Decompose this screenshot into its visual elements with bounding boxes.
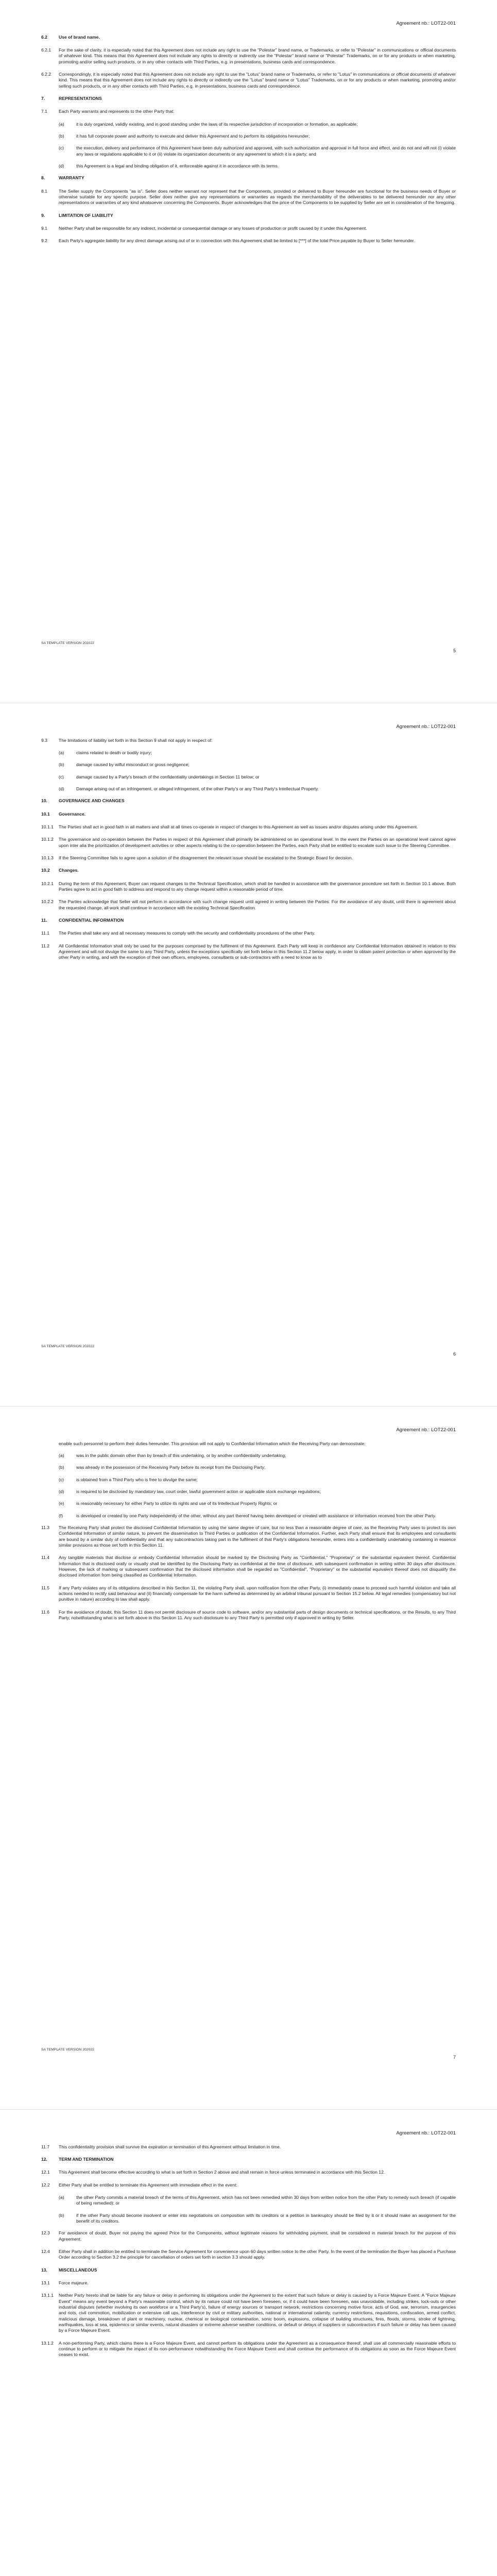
clause-text: The Receiving Party shall protect the disclosed Confidential Information by using the same degree of care, but no less than a reasonable degree of care, as the Receiving Party uses to protect its own Confidential Information of similar nature, to prevent the dissemination to Third Parties or publication of the Confidential Information. Further, each Party shall ensure that its employees and consultants are bound by a similar duty of confidentiality and that any subcontractors taking part in the fulfilment of that Party's obligations hereunder, enters into a confidentiality undertaking containing in essence similar provisions as those set forth in this Section 11.	[59, 1524, 456, 1548]
clause-number: 6.2.1	[41, 47, 52, 53]
clause-number: 12.2	[41, 2182, 50, 2188]
clause	[41, 2293, 456, 2333]
clause-text: The Seller supply the Components "as is". Seller does neither warrant nor represent that the Components, provided or delivered to Buyer hereunder are functional for the business needs of Buyer or otherwise suitable for any specific purpose. Seller does neither give any representations or warranties as regards the merchantability of the deliverables to be delivered hereunder nor any other representations or warranties of any kind whatsoever concerning the Components. Buyer acknowledges that the price of the Components to be supplied by Seller are set in consideration of the foregoing.	[59, 188, 456, 206]
page-number: 7	[453, 2055, 456, 2060]
sub-clause-text: is developed or created by one Party independently of the other, without any part thereof having been developed or created with assistance or information received from the other Party.	[76, 1513, 436, 1518]
clause	[41, 2249, 456, 2261]
sub-clause-label: (c)	[59, 1477, 64, 1482]
document-page	[0, 1406, 497, 2110]
clause	[41, 1525, 456, 1548]
clause-number: 9.2	[41, 238, 47, 244]
clause-text: Any tangible materials that disclose or embody Confidential Information should be marked by the Disclosing Party as "Confidential," "Proprietary" or the substantial equivalent thereof. Confidential Information that is disclosed orally or visually shall be identified by the Disclosing Party as confidential at the time of disclosure, with subsequent confirmation in writing within 30 days after disclosure. However, the lack of marking or subsequent confirmation that the disclosed information shall be regarded as "Confidential", "Proprietary" or the substantial equivalent thereof does not disqualify the disclosed information from being classified as Confidential Information.	[59, 1555, 456, 1578]
sub-clause-text: claims related to death or bodily injury;	[76, 750, 152, 755]
template-version: SA TEMPLATE VERSION 202022	[41, 641, 94, 645]
agreement-number: Agreement nb.: LOT22-001	[396, 21, 456, 26]
section-heading	[41, 868, 456, 873]
clause-number: 12.4	[41, 2248, 50, 2254]
clause	[41, 238, 456, 244]
clause-text: The governance and co-operation between the Parties in respect of this Agreement shall primarily be administered on an operational level. In the event the Parties on an operational level cannot agree upon inter alia the prioritization of development activities or other aspects relating to the co-operation between the Parties, each Party shall be entitled to escalate such issue to the Steering Committee.	[59, 837, 456, 848]
sub-clause-label: (b)	[59, 2212, 64, 2218]
clause-number: 10.1.2	[41, 837, 54, 842]
sub-clause	[59, 1489, 456, 1495]
clause	[41, 2341, 456, 2358]
sub-clause-text: was in the public domain other than by breach of this undertaking, or by another confidentiality undertaking;	[76, 1452, 286, 1458]
clause-number: 6.2.2	[41, 71, 52, 77]
clause-text: This Agreement shall become effective according to what is set forth in Section 2 above and shall remain in force unless terminated in accordance with this Section 12.	[59, 2170, 385, 2175]
sub-clause-text: is required to be disclosed by mandatory law, court order, lawful government action or applicable stock exchange regulations;	[76, 1488, 321, 1494]
clause	[41, 930, 456, 936]
section-number: 6.2	[41, 34, 47, 40]
clause-text: Force majeure.	[59, 2280, 89, 2285]
clause-number: 13.1.2	[41, 2340, 54, 2346]
clause-number: 10.2.2	[41, 899, 54, 905]
agreement-number: Agreement nb.: LOT22-001	[396, 724, 456, 730]
clause-text: If any Party violates any of its obligations described in this Section 11, the violating Party shall, upon notification from the other Party, (i) immediately cease to proceed such harmful violation and take all actions needed to rectify said behaviour and (ii) financially compensate for the harm suffered as determined by an arbitral tribunal pursuant to Section 15.2 below. All legal remedies (compensatory but not punitive in nature) according to law shall apply.	[59, 1585, 456, 1602]
clause-number: 12.1	[41, 2170, 50, 2175]
sub-clause-label: (d)	[59, 786, 64, 791]
clause-text: Neither Party hereto shall be liable for any failure or delay in performing its obligations under the Agreement to the extent that such failure or delay is caused by a Force Majeure Event. A "Force Majeure Event" means any event beyond a Party's reasonable control, which by its nature could not have been foreseen, or, if it could have been foreseen, was unavoidable, including strikes, lock-outs or other industrial disputes (whether involving its own workforce or a Third Party's), failure of energy sources or transport network, restrictions concerning motive force, acts of God, war, terrorism, insurgencies and riots, civil commotion, mobilization or extensive call ups, interference by civil or military authorities, national or international calamity, currency restrictions, requisitions, confiscation, armed conflict, malicious damage, breakdown of plant or machinery, nuclear, chemical or biological contamination, sonic boom, explosions, collapse of building structures, fires, floods, storms, stroke of lightning, earthquakes, loss at sea, epidemics or similar events, natural disasters or extreme adverse weather conditions, or default or delays of suppliers or subcontractors if such failure or delay has been caused by a Force Majeure Event.	[59, 2293, 456, 2333]
clause	[41, 738, 456, 743]
sub-clause	[59, 750, 456, 756]
sub-clause-text: this Agreement is a legal and binding obligation of it, enforceable against it in accordance with its terms.	[76, 163, 279, 168]
clause-text: The Parties shall act in good faith in all matters and shall at all times co-operate in respect of changes to this Agreement as well as issues and/or disputes arising under this Agreement.	[59, 824, 418, 829]
agreement-number: Agreement nb.: LOT22-001	[396, 1427, 456, 1433]
clause-number: 12.3	[41, 2230, 50, 2236]
section-heading	[41, 918, 456, 923]
clause	[41, 2144, 456, 2150]
document-page	[0, 0, 497, 703]
section-number: 10.	[41, 798, 47, 804]
clause-text: For avoidance of doubt, Buyer not paying the agreed Price for the Components, without legitimate reasons for withholding payment, shall be considered in material breach for the purpose of this Agreement.	[59, 2230, 456, 2242]
clause-number: 11.6	[41, 1609, 50, 1615]
section-heading	[41, 35, 456, 40]
sub-clause-label: (a)	[59, 750, 64, 755]
sub-clause	[59, 163, 456, 169]
clause-text: The limitations of liability set forth in this Section 9 shall not apply in respect of:	[59, 737, 213, 743]
sub-clause-label: (d)	[59, 163, 64, 168]
sub-clause-text: damage caused by wilful misconduct or gross negligence;	[76, 762, 190, 768]
clause-number: 13.1	[41, 2280, 50, 2285]
section-number: 10.1	[41, 811, 50, 817]
sub-clause-text: it has full corporate power and authority to execute and deliver this Agreement and to perform its obligations hereunder;	[76, 133, 310, 139]
section-number: 8.	[41, 175, 45, 181]
clause-text: For the avoidance of doubt, this Section 11 does not permit disclosure of source code to software, and/or any substantial parts of design documents or technical specifications, or the Results, to any Third Party, notwithstanding what is set forth above in this Section 11. Any such disclosure to any Third Party is permitted only if approved in writing by Seller.	[59, 1609, 456, 1621]
clause-text: Neither Party shall be responsible for any indirect, incidental or consequential damage or any losses of production or profit caused by it under this Agreement.	[59, 226, 367, 231]
continued-paragraph: enable such personnel to perform their duties hereunder. This provision will not apply to Confidential Information which the Receiving Party can demonstrate:	[59, 1440, 366, 1446]
sub-clause-label: (b)	[59, 762, 64, 768]
sub-clause	[59, 1465, 456, 1470]
clause-number: 11.5	[41, 1585, 50, 1590]
clause	[41, 881, 456, 893]
sub-clause-label: (c)	[59, 774, 64, 779]
clause-text: Either Party shall in addition be entitled to terminate the Service Agreement for convenience upon 60 days written notice to the other Party. In the event of the termination the Buyer has placed a Purchase Order according to Section 3.2 the principle for cancellation of orders set forth in section 3.3 should apply.	[59, 2248, 456, 2260]
agreement-number: Agreement nb.: LOT22-001	[396, 2130, 456, 2136]
sub-clause-text: the execution, delivery and performance of this Agreement have been duly authorized and approved, with such authorization and approval in full force and effect, and do not and will not (i) violate any laws or regulations applicable to it or (ii) violate its organization documents or any agreement to which it is a party; and	[76, 145, 456, 157]
section-heading	[41, 811, 456, 817]
template-version: SA TEMPLATE VERSION 202022	[41, 2048, 94, 2052]
sub-clause-text: the other Party commits a material breach of the terms of this Agreement, which has not been remedied within 30 days from written notice from the other Party to remedy such breach (if capable of being remedied); or	[76, 2194, 456, 2206]
sub-clause-label: (f)	[59, 1513, 63, 1518]
sub-clause-label: (a)	[59, 2194, 64, 2200]
clause-text: Correspondingly, it is especially noted that this Agreement does not include any right to use the "Lotus" brand name or Trademarks, or refer to "Lotus" in communications or official documents of whatever kind. This means that this Agreement does not include any rights to directly or indirectly use the "Lotus" brand name or "Lotus" Trademarks, on or for any products or when marketing, promoting and/or selling such products, or in any other contacts with Third Parties, e.g. in presentations, business cards and correspondence.	[59, 71, 456, 89]
section-heading	[41, 798, 456, 804]
section-title: Use of brand name.	[59, 34, 100, 40]
sub-clause-label: (e)	[59, 1501, 64, 1506]
section-title: TERM AND TERMINATION	[59, 2156, 114, 2162]
section-title: REPRESENTATIONS	[59, 95, 102, 101]
clause-text: All Confidential Information shall only be used for the purposes comprised by the fulfilment of this Agreement. Each Party will keep in confidence any Confidential Information obtained in relation to this Agreement and will not divulge the same to any Third Party, unless the exceptions specifically set forth below in this Section 11.2 below apply, in order to obtain patent protection or when approved by the other Party in writing, and with the exception of their own officers, employees, consultants or sub-contractors with a need to know as to	[59, 943, 456, 960]
clause	[41, 226, 456, 231]
section-heading	[41, 213, 456, 218]
section-title: Changes.	[59, 868, 79, 873]
section-number: 10.2	[41, 868, 50, 873]
clause-text: The Parties shall take any and all necessary measures to comply with the security and confidentiality procedures of the other Party.	[59, 930, 316, 936]
sub-clause-text: is obtained from a Third Party who is free to divulge the same;	[76, 1477, 198, 1482]
sub-clause	[59, 2213, 456, 2225]
section-number: 13.	[41, 2267, 47, 2273]
sub-clause	[59, 1453, 456, 1459]
clause	[41, 899, 456, 911]
sub-clause	[59, 145, 456, 157]
sub-clause	[59, 122, 456, 127]
clause-text: For the sake of clarity, it is especially noted that this Agreement does not include any right to use the "Polestar" brand name, or Trademarks, or refer to "Polestar" in communications or official documents of whatever kind. This means that this Agreement does not include any rights to directly or indirectly use the "Polestar" brand name or "Polestar" Trademarks, on or for any products or when marketing, promoting and/or selling such products, or in any other contacts with Third Parties, e.g. in presentations, business cards and correspondence.	[59, 47, 456, 64]
clause-text: Each Party warrants and represents to the other Party that:	[59, 109, 175, 114]
section-title: Governance.	[59, 811, 86, 817]
section-heading	[41, 96, 456, 101]
clause-number: 7.1	[41, 109, 47, 114]
clause-number: 11.7	[41, 2144, 50, 2149]
document-page	[0, 703, 497, 1406]
clause	[41, 855, 456, 861]
sub-clause-label: (a)	[59, 121, 64, 127]
clause-text: The Parties acknowledge that Seller will not perform in accordance with such change request until agreed in writing between the Parties. For the avoidance of any doubt, until there is agreement about the requested change, all work shall continue in accordance with the existing Technical Specification.	[59, 899, 456, 910]
section-number: 9.	[41, 212, 45, 218]
clause-number: 10.1.3	[41, 855, 54, 860]
clause-number: 8.1	[41, 188, 47, 194]
sub-clause-label: (c)	[59, 145, 64, 151]
clause-number: 9.1	[41, 226, 47, 231]
page-number: 5	[453, 648, 456, 653]
clause-number: 10.1.1	[41, 824, 54, 829]
sub-clause	[59, 1513, 456, 1519]
clause	[41, 837, 456, 849]
page-number: 6	[453, 1351, 456, 1357]
clause	[41, 824, 456, 830]
clause-text: Either Party shall be entitled to terminate this Agreement with immediate effect in the event:	[59, 2182, 237, 2188]
clause	[41, 2170, 456, 2175]
clause	[41, 1555, 456, 1578]
section-title: MISCELLANEOUS	[59, 2267, 97, 2273]
clause-text: Each Party's aggregate liability for any direct damage arising out of or in connection with this Agreement shall be limited to [***] of the total Price payable by Buyer to Seller hereunder.	[59, 238, 415, 244]
section-heading	[41, 175, 456, 181]
clause	[41, 47, 456, 65]
clause	[41, 72, 456, 89]
clause-number: 9.3	[41, 737, 47, 743]
clause-number: 11.1	[41, 930, 50, 936]
clause-number: 11.4	[41, 1555, 50, 1561]
section-title: WARRANTY	[59, 175, 84, 181]
clause	[41, 943, 456, 961]
sub-clause-text: was already in the possession of the Receiving Party before its receipt from the Disclosing Party;	[76, 1465, 266, 1470]
clause	[41, 2182, 456, 2188]
clause-number: 13.1.1	[41, 2293, 54, 2298]
sub-clause	[59, 774, 456, 780]
sub-clause-text: is reasonably necessary for either Party to utilize its rights and use of its Intellectual Property Rights; or	[76, 1501, 278, 1506]
clause-text: This confidentiality provision shall survive the expiration or termination of this Agreement without limitation in time.	[59, 2144, 281, 2149]
clause-text: During the term of this Agreement, Buyer can request changes to the Technical Specification, which shall be handled in accordance with the governance procedure set forth in Section 10.1 above. Both Parties agree to act in good faith to address and respond to any change request within a reasonable period of time.	[59, 880, 456, 892]
section-title: CONFIDENTIAL INFORMATION	[59, 918, 124, 923]
sub-clause-label: (b)	[59, 1465, 64, 1470]
section-number: 7.	[41, 95, 45, 101]
sub-clause-label: (b)	[59, 133, 64, 139]
sub-clause-text: it is duly organized, validly existing, and in good standing under the laws of its respective jurisdiction of incorporation or formation, as applicable;	[76, 121, 358, 127]
sub-clause-text: if the other Party should become insolvent or enter into negotiations on composition with its creditors or a petition in bankruptcy should be filed by it or it should make an assignment for the benefit of its creditors.	[76, 2212, 456, 2224]
clause	[41, 2230, 456, 2242]
sub-clause-text: Damage arising out of an infringement, or alleged infringement, of the other Party's or any Third Party's Intellectual Property.	[76, 786, 319, 791]
sub-clause	[59, 2195, 456, 2207]
clause	[41, 109, 456, 114]
sub-clause	[59, 762, 456, 768]
sub-clause-text: damage caused by a Party's breach of the confidentiality undertakings in Section 11 below; or	[76, 774, 260, 779]
section-title: LIMITATION OF LIABILITY	[59, 212, 113, 218]
clause-number: 11.3	[41, 1524, 50, 1530]
section-heading	[41, 2157, 456, 2162]
sub-clause-label: (a)	[59, 1452, 64, 1458]
clause-number: 10.2.1	[41, 880, 54, 886]
section-number: 12.	[41, 2156, 47, 2162]
clause	[41, 1609, 456, 1621]
sub-clause	[59, 1477, 456, 1483]
clause	[41, 1585, 456, 1603]
sub-clause-label: (d)	[59, 1488, 64, 1494]
sub-clause	[59, 1501, 456, 1506]
clause-number: 11.2	[41, 943, 50, 948]
sub-clause	[59, 133, 456, 139]
clause	[41, 189, 456, 206]
section-title: GOVERNANCE AND CHANGES	[59, 798, 125, 804]
document-page	[0, 2110, 497, 2576]
template-version: SA TEMPLATE VERSION 202022	[41, 1345, 94, 1348]
clause-text: If the Steering Committee fails to agree upon a solution of the disagreement the relevant issue should be escalated to the Strategic Board for decision.	[59, 855, 353, 860]
sub-clause	[59, 786, 456, 792]
clause	[41, 2280, 456, 2286]
section-heading	[41, 2267, 456, 2273]
clause-text: A non-performing Party, which claims there is a Force Majeure Event, and cannot perform its obligations under the Agreement as a consequence thereof, shall use all commercially reasonable efforts to continue to perform or to mitigate the impact of its non-performance notwithstanding the Force Majeure Event and shall continue the performance of its obligations as soon as the Force Majeure Event ceases to exist.	[59, 2340, 456, 2358]
section-number: 11.	[41, 918, 47, 923]
